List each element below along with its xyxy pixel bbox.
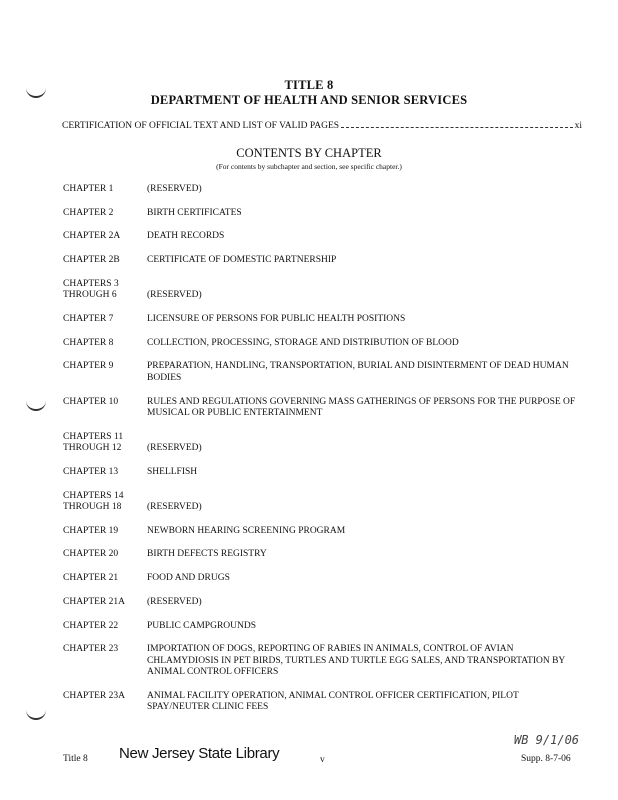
punch-hole-mark — [26, 706, 46, 720]
chapter-number-line: THROUGH 6 — [63, 290, 117, 301]
chapter-number — [63, 338, 147, 350]
chapter-description: DEATH RECORDS — [147, 231, 225, 242]
chapter-row — [63, 573, 583, 585]
chapter-number — [63, 255, 147, 267]
chapter-number-line: CHAPTER 2A — [63, 231, 121, 242]
chapter-number-line: CHAPTER 19 — [63, 525, 119, 536]
chapter-description: IMPORTATION OF DOGS, REPORTING OF RABIES IN ANIMALS, CONTROL OF AVIAN CHLAMYDIOSIS IN PET BIRDS, TURTLES AND TURTLE EGG SALES, AND TRANSPORTATION BY ANIMAL CONTROL OFFICERS — [147, 644, 565, 678]
certification-label: CERTIFICATION OF OFFICIAL TEXT AND LIST OF VALID PAGES — [62, 121, 340, 131]
chapter-number-line: CHAPTERS 11 — [63, 431, 124, 442]
chapter-description: ANIMAL FACILITY OPERATION, ANIMAL CONTROL OFFICER CERTIFICATION, PILOT SPAY/NEUTER CLINIC FEES — [147, 690, 519, 713]
footer-title: Title 8 — [63, 754, 88, 764]
page-number: v — [320, 755, 325, 765]
chapter-number-line: CHAPTER 7 — [63, 313, 114, 324]
chapter-number-line: THROUGH 12 — [63, 443, 122, 454]
chapter-row — [63, 314, 583, 326]
certification-page: xi — [574, 121, 582, 131]
chapter-description: SHELLFISH — [147, 466, 198, 477]
chapter-number — [63, 573, 147, 585]
chapter-row — [63, 621, 583, 633]
chapter-description: (RESERVED) — [147, 184, 202, 194]
chapter-number — [63, 491, 147, 514]
chapter-description: FOOD AND DRUGS — [147, 573, 230, 584]
chapter-description: (RESERVED) — [147, 596, 202, 607]
chapter-number — [63, 397, 147, 420]
chapter-row — [63, 208, 583, 220]
chapter-description: (RESERVED) — [147, 290, 202, 301]
chapter-number-line: THROUGH 18 — [63, 502, 122, 513]
chapter-number — [63, 361, 147, 384]
chapter-row — [63, 397, 583, 420]
chapter-description: PUBLIC CAMPGROUNDS — [147, 620, 257, 631]
chapter-number-line: CHAPTERS 3 — [63, 278, 119, 289]
handwritten-note: WB 9/1/06 — [514, 733, 580, 747]
chapter-row — [63, 432, 583, 455]
chapter-row — [63, 255, 583, 267]
chapter-number-line: CHAPTER 20 — [63, 549, 119, 560]
chapter-number-line: CHAPTER 21A — [63, 596, 126, 607]
chapter-number — [63, 432, 147, 455]
chapter-number — [63, 208, 147, 220]
chapter-number — [63, 279, 147, 302]
chapter-description: CERTIFICATE OF DOMESTIC PARTNERSHIP — [147, 255, 337, 266]
chapter-row — [63, 691, 583, 714]
chapter-number — [63, 691, 147, 714]
chapter-number — [63, 597, 147, 609]
chapter-number-line: CHAPTERS 14 — [63, 490, 124, 501]
chapter-row — [63, 184, 583, 196]
dot-leader — [341, 127, 573, 128]
contents-heading: CONTENTS BY CHAPTER — [236, 146, 382, 160]
department-title: DEPARTMENT OF HEALTH AND SENIOR SERVICES — [150, 93, 468, 107]
chapter-number — [63, 314, 147, 326]
chapter-row — [63, 231, 583, 243]
chapter-row — [63, 467, 583, 479]
chapter-number-line: CHAPTER 8 — [63, 337, 114, 348]
chapter-number-line: CHAPTER 2 — [63, 207, 114, 218]
chapter-number — [63, 644, 147, 679]
chapter-row — [63, 644, 583, 679]
chapter-number-line: CHAPTER 10 — [63, 396, 119, 407]
library-stamp: New Jersey State Library — [119, 745, 280, 762]
chapter-row — [63, 526, 583, 538]
chapter-number-line: CHAPTER 23A — [63, 690, 126, 701]
chapter-number-line: CHAPTER 23 — [63, 644, 119, 655]
chapter-description: PREPARATION, HANDLING, TRANSPORTATION, BURIAL AND DISINTERMENT OF DEAD HUMAN BODIES — [147, 361, 569, 383]
chapter-number — [63, 184, 147, 196]
page-title: TITLE 8 — [284, 78, 334, 92]
chapter-number-line: CHAPTER 22 — [63, 620, 119, 631]
chapter-number — [63, 231, 147, 243]
chapter-number — [63, 621, 147, 633]
chapter-description: RULES AND REGULATIONS GOVERNING MASS GATHERINGS OF PERSONS FOR THE PURPOSE OF MUSICAL OR PUBLIC ENTERTAINMENT — [147, 396, 576, 418]
chapter-description: BIRTH DEFECTS REGISTRY — [147, 549, 267, 560]
chapter-row — [63, 491, 583, 514]
chapter-number-line: CHAPTER 1 — [63, 184, 114, 194]
chapter-description: (RESERVED) — [147, 443, 202, 454]
chapter-description: COLLECTION, PROCESSING, STORAGE AND DISTRIBUTION OF BLOOD — [147, 337, 459, 348]
supplement-date: Supp. 8-7-06 — [521, 754, 571, 764]
chapter-list — [63, 184, 583, 726]
chapter-number-line: CHAPTER 13 — [63, 466, 119, 477]
chapter-number-line: CHAPTER 9 — [63, 361, 114, 372]
certification-line — [62, 121, 582, 131]
contents-note: (For contents by subchapter and section, see specific chapter.) — [216, 162, 402, 171]
punch-hole-mark — [26, 397, 46, 411]
chapter-number — [63, 526, 147, 538]
chapter-description: LICENSURE OF PERSONS FOR PUBLIC HEALTH POSITIONS — [147, 313, 406, 324]
chapter-row — [63, 279, 583, 302]
chapter-row — [63, 549, 583, 561]
chapter-description: (RESERVED) — [147, 502, 202, 513]
chapter-description: NEWBORN HEARING SCREENING PROGRAM — [147, 525, 346, 536]
chapter-row — [63, 361, 583, 384]
chapter-number-line: CHAPTER 2B — [63, 255, 120, 266]
chapter-row — [63, 338, 583, 350]
chapter-row — [63, 597, 583, 609]
chapter-description: BIRTH CERTIFICATES — [147, 207, 242, 218]
chapter-number-line: CHAPTER 21 — [63, 573, 119, 584]
chapter-number — [63, 467, 147, 479]
chapter-number — [63, 549, 147, 561]
